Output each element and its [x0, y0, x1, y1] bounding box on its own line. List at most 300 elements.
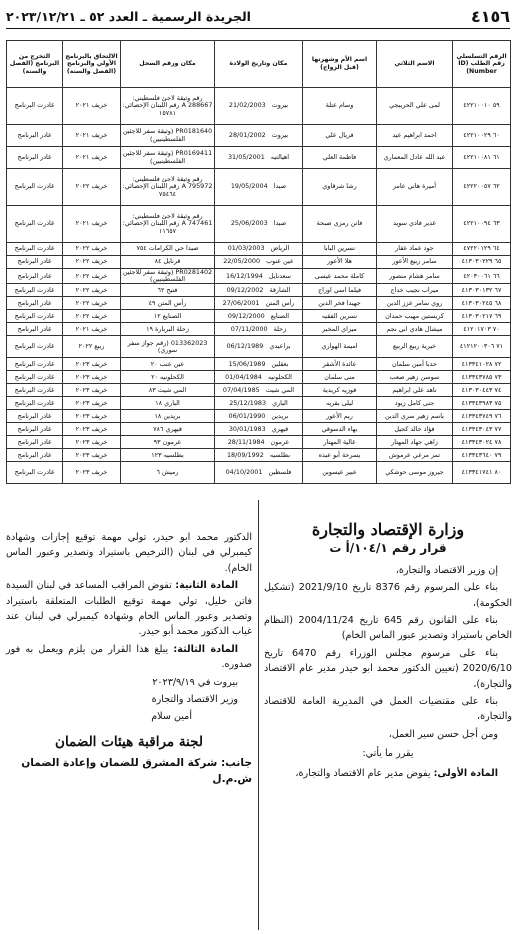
cell-id-number: ٤١٣٠٣٠٤٤٣: [461, 385, 493, 394]
table-row: [7, 358, 511, 371]
cell-birth: [215, 436, 303, 449]
cell-birth-place: رأس المتن: [265, 298, 295, 307]
cell-register: رميش ٦: [121, 462, 215, 484]
cell-graduate: غادرت البرنامج: [7, 384, 63, 397]
cell-id: [453, 284, 511, 297]
cell-graduate: غادر البرنامج: [7, 147, 63, 169]
decides-line: يقرر ما يأتي:: [362, 748, 414, 760]
table-row: [7, 397, 511, 410]
cell-name: لمى علي الحريبجي: [377, 88, 453, 125]
cell-birth-place: الكحلونيه: [267, 372, 292, 381]
cell-birth-date: 09/12/2000: [227, 311, 265, 320]
cell-id-number: ٤٢٢٢٠٠٥٧: [463, 182, 491, 191]
page-number: ٤١٥٦: [470, 6, 510, 26]
cell-birth: [215, 371, 303, 384]
cell-mother: كاملة محمد عيسى: [303, 269, 377, 284]
table-row: [7, 423, 511, 436]
cell-mother: بهاء الدسوقي: [303, 423, 377, 436]
cell-id-number: ٤١٣٣٤٣٦٤٠: [461, 450, 493, 459]
table-row: [7, 323, 511, 336]
cell-mother: منى سلمان: [303, 371, 377, 384]
cell-id-number: ٤١٣٣٤٣٠٢٤: [461, 437, 493, 446]
cell-name: سوسن زهير صعب: [377, 371, 453, 384]
cell-id-number: ٤١٢٠١٧٠٣: [463, 324, 491, 333]
cell-mother: ريم الأعور: [303, 410, 377, 423]
article-1-label: المادة الأولى:: [433, 767, 498, 779]
cell-id: [453, 371, 511, 384]
cell-enroll: خريف ٢٠٢٣: [63, 436, 121, 449]
cell-seq: ٦١: [492, 152, 500, 161]
cell-birth: [215, 206, 303, 243]
cell-id: [453, 323, 511, 336]
cell-enroll: خريف ٢٠٢٢: [63, 269, 121, 284]
cell-name: روي سامر عزز الدين: [377, 297, 453, 310]
cell-graduate: غادر البرنامج: [7, 410, 63, 423]
cell-birth-date: 06/01/1990: [228, 411, 266, 420]
article-3-text: يبلغ هذا القرار من يلزم ويعمل به فور صدوره.: [6, 643, 252, 671]
cell-id: [453, 88, 511, 125]
cell-seq: ٦٦: [492, 271, 500, 280]
cell-graduate: غادرت البرنامج: [7, 397, 63, 410]
cell-name: ناهد علي ابراهيم: [377, 384, 453, 397]
cell-birth: [215, 449, 303, 462]
cell-birth-place: بريدين: [271, 411, 289, 420]
table-row: [7, 336, 511, 358]
cell-enroll: خريف ٢٠٢٣: [63, 410, 121, 423]
cell-name: كريستين مهيب حمدان: [377, 310, 453, 323]
cell-name: احمد ابراهيم عيد: [377, 125, 453, 147]
cell-mother: ميراي المخبر: [303, 323, 377, 336]
cell-enroll: خريف ٢٠٢٢: [63, 310, 121, 323]
article-1: [264, 766, 512, 781]
cell-register: المي شيت ٨٣: [121, 384, 215, 397]
cell-mother: عائدة الأشقر: [303, 358, 377, 371]
cell-seq: ٧٢: [494, 359, 502, 368]
cell-enroll: خريف ٢٠٢٢: [63, 256, 121, 269]
cell-birth: [215, 125, 303, 147]
table-row: [7, 125, 511, 147]
cell-seq: ٧١: [496, 342, 504, 351]
cell-seq: ٧٤: [494, 385, 502, 394]
cell-birth-date: 15/06/1989: [228, 359, 266, 368]
column-divider: [258, 500, 259, 930]
cell-birth: [215, 169, 303, 206]
cell-mother: فيلما اسي اوراج: [303, 284, 377, 297]
place-date: بيروت في ٢٠٢٣/٩/١٩: [152, 676, 238, 688]
cell-enroll: خريف ٢٠٢٣: [63, 384, 121, 397]
cell-graduate: غادرت البرنامج: [7, 336, 63, 358]
cell-seq: ٦٢: [492, 182, 500, 191]
cell-name: حدبا أمين سلمان: [377, 358, 453, 371]
cell-seq: ٧٠: [492, 324, 500, 333]
cell-id-number: ٤١٣٠٣٠١٣٢: [461, 285, 493, 294]
table-row: [7, 256, 511, 269]
cell-register: رقم وثيقة لاجئ فلسطيني: 747461 A رقم اللبنان الإحصائي: ١١٦٥٧: [121, 206, 215, 243]
cell-enroll: خريف ٢٠٢٢: [63, 284, 121, 297]
cell-id: [453, 449, 511, 462]
cell-register: الكحلونيه ٢٠: [121, 371, 215, 384]
cell-id-number: ٤٢٢١٠٠٢٩: [463, 130, 491, 139]
cell-birth-place: براعيدي: [269, 342, 291, 351]
cell-id-number: ٤١٣٠٣٠٢١٧: [461, 311, 493, 320]
cell-seq: ٨٠: [494, 468, 502, 477]
table-header-row: [7, 41, 511, 88]
cell-register: PR0281402 (وثيقة سفر للاجئين الفلسطينيين): [121, 269, 215, 284]
cell-id-number: ٤٢٢١٠٠٩٤: [463, 219, 491, 228]
cell-register: الصنايع ١٢: [121, 310, 215, 323]
cell-name: جود عماد عقار: [377, 243, 453, 256]
cell-graduate: غادرت البرنامج: [7, 358, 63, 371]
cell-birth-date: 04/10/2001: [225, 468, 263, 477]
cell-birth-date: 27/06/2001: [222, 298, 260, 307]
cell-enroll: خريف ٢٠٢١: [63, 88, 121, 125]
cell-birth-date: 22/05/2000: [223, 257, 261, 266]
cell-birth-place: الشارقة: [269, 285, 291, 294]
cell-enroll: خريف ٢٠٢١: [63, 125, 121, 147]
cell-name: فؤاد خالد كحيل: [377, 423, 453, 436]
cell-name: عبد الله عادل المعماري: [377, 147, 453, 169]
cell-enroll: خريف ٢٠٢٣: [63, 423, 121, 436]
cell-id: [453, 310, 511, 323]
continuation-column: [6, 530, 252, 787]
cell-seq: ٧٥: [494, 398, 502, 407]
cell-id-number: ٤١٣٣٤٣٩٨٣: [461, 398, 493, 407]
table-row: [7, 269, 511, 284]
cell-mother: رشا شرقاوي: [303, 169, 377, 206]
cell-id: [453, 462, 511, 484]
cell-birth: [215, 147, 303, 169]
cell-enroll: خريف ٢٠٢٢: [63, 243, 121, 256]
cell-graduate: غادر البرنامج: [7, 256, 63, 269]
cell-birth-place: الرياض: [270, 244, 290, 253]
table-row: [7, 371, 511, 384]
cell-enroll: خريف ٢٠٢١: [63, 323, 121, 336]
cell-enroll: خريف ٢٠٢٣: [63, 358, 121, 371]
cell-birth-date: 06/12/1989: [226, 342, 264, 351]
cell-id: [453, 423, 511, 436]
committee-party-suffix: ش.م.ل: [212, 772, 252, 785]
table-row: [7, 147, 511, 169]
table-row: [7, 449, 511, 462]
cell-mother: ليلى بقريه: [303, 397, 377, 410]
cell-name: خيرية ربيع الربيع: [377, 336, 453, 358]
table-row: [7, 310, 511, 323]
cell-seq: ٦٨: [494, 298, 502, 307]
cell-seq: ٦٧: [494, 285, 502, 294]
cell-seq: ٧٩: [494, 450, 502, 459]
decision-intro: إن وزير الاقتصاد والتجارة،: [395, 564, 498, 576]
article-3-label: المادة الثالثة:: [173, 643, 238, 655]
table-row: [7, 384, 511, 397]
table-row: [7, 206, 511, 243]
table-row: [7, 436, 511, 449]
table-row: [7, 243, 511, 256]
cell-birth: [215, 423, 303, 436]
cell-mother: فاتن رمزي صبحة: [303, 206, 377, 243]
cell-id-number: ٤٢٢١٠٠٨١: [463, 152, 491, 161]
col-header-enroll: الالتحاق بالبرنامج الأولي والبرنامج (الفصل والسنة): [63, 41, 121, 88]
cell-birth: [215, 323, 303, 336]
cell-register: رأس المتن ٤٩: [121, 297, 215, 310]
decision-column: [264, 522, 512, 783]
table-body: [7, 88, 511, 484]
cell-register: 013362023 (رقم جواز سفر سوري): [121, 336, 215, 358]
cell-birth: [215, 243, 303, 256]
cell-enroll: ربيع ٢٠٢٢: [63, 336, 121, 358]
cell-birth-place: اهيالتيه: [270, 152, 290, 161]
cell-birth-place: عين عنوب: [266, 257, 294, 266]
cell-birth-place: عرمون: [270, 437, 290, 446]
cell-mother: اميمة الهواري: [303, 336, 377, 358]
cell-graduate: غادر البرنامج: [7, 323, 63, 336]
cell-birth: [215, 336, 303, 358]
cell-enroll: خريف ٢٠٢٣: [63, 449, 121, 462]
page-header: [6, 4, 510, 29]
cell-register: الباري ١٨: [121, 397, 215, 410]
cell-name: جيروز موسى حوشكي: [377, 462, 453, 484]
cell-enroll: خريف ٢٠٢٣: [63, 397, 121, 410]
cell-name: تمر مرعي عرموش: [377, 449, 453, 462]
cell-birth-date: 07/11/2000: [230, 324, 268, 333]
cell-graduate: غادرت البرنامج: [7, 284, 63, 297]
col-header-birth: مكان وتاريخ الولادة: [215, 41, 303, 88]
cell-birth-place: قيهري: [271, 424, 289, 433]
cell-name: سامر هشام منصور: [377, 269, 453, 284]
cell-seq: ٧٦: [494, 411, 502, 420]
cell-name: سامر ربيع الأعور: [377, 256, 453, 269]
cell-birth-place: بيروت: [271, 130, 289, 139]
cell-register: صيدا حي الكرامات ٧٥٤: [121, 243, 215, 256]
article-2-text: تفوض المراقب المساعد في لبنان السيدة فاتن خليل، تولي مهمة توقيع الطلبات المتعلقة باستيراد وتصدير وعبور الماس الخام وشهادة كيمبرلي في لبنان عند غياب الدكتور محمد أبو حيدر.: [6, 580, 252, 638]
cell-birth-date: 01/03/2003: [227, 244, 265, 253]
article-1-continued: الدكتور محمد ابو حيدر، تولي مهمة توقيع إجازات وشهادة كيمبرلي في لبنان (الترخيص باستيراد وتصدير وعبور الماس الخام).: [6, 532, 252, 574]
cell-mother: فريال علي: [303, 125, 377, 147]
cell-register: PR0181640 (وثيقة سفر للاجئين الفلسطينيين): [121, 125, 215, 147]
col-header-register: مكان ورقم السجل: [121, 41, 215, 88]
cell-graduate: غادر البرنامج: [7, 449, 63, 462]
cell-graduate: غادر البرنامج: [7, 436, 63, 449]
registry-table-wrap: [6, 40, 510, 494]
cell-id: [453, 169, 511, 206]
cell-register: رقم وثيقة لاجئ فلسطيني: 288667 A رقم اللبنان الإحصائي: ١٥٧٨١: [121, 88, 215, 125]
cell-graduate: غادرت البرنامج: [7, 169, 63, 206]
cell-birth: [215, 310, 303, 323]
committee-party: جانب: شركة المشرق للضمان وإعادة الضمان: [21, 757, 252, 770]
cell-id-number: ٤١٣٣٤٣٠٤٣: [461, 424, 493, 433]
cell-register: عرمون ٩٣: [121, 436, 215, 449]
signer-name: أمين سلام: [151, 711, 192, 723]
cell-register: فتيح ٦٢: [121, 284, 215, 297]
cell-register: بطلسيه ١٢٣: [121, 449, 215, 462]
col-header-name: الاسم الثلاثي: [377, 41, 453, 88]
cell-birth-date: 25/12/1983: [229, 398, 267, 407]
cell-mother: عبير عيسوين: [303, 462, 377, 484]
cell-mother: فاطمة العلي: [303, 147, 377, 169]
cell-id-number: ٤١٣٠٣٠٢٢٩: [461, 257, 493, 266]
cell-birth-place: سعدنايل: [268, 271, 291, 280]
cell-birth-date: 01/04/1984: [225, 372, 262, 381]
cell-id-number: ٤٢٢١٠٠١٠: [463, 101, 491, 110]
cell-name: جنى كامل زيود: [377, 397, 453, 410]
cell-name: زاهي جهاد المهتار: [377, 436, 453, 449]
col-header-mother: اسم الأم وشهرتها (قبل الزواج): [303, 41, 377, 88]
cell-birth-place: بعقلين: [271, 359, 289, 368]
cell-seq: ٦٤: [492, 244, 500, 253]
cell-birth-place: زحلة: [273, 324, 287, 333]
cell-register: رقم وثيقة لاجئ فلسطيني: 795972 A رقم اللبنان الإحصائي: ٧٥٤٦٤: [121, 169, 215, 206]
cell-birth-date: 09/12/2002: [226, 285, 264, 294]
committee-title: لجنة مراقبة هيئات الضمان: [55, 733, 203, 750]
cell-birth-place: الباري: [272, 398, 288, 407]
cell-id: [453, 243, 511, 256]
cell-birth: [215, 256, 303, 269]
decision-paragraph-1: بناء على المرسوم رقم 8376 تاريخ 2021/9/10 (تشكيل الحكومة)،: [264, 582, 512, 609]
cell-register: بريدين ١٨: [121, 410, 215, 423]
cell-seq: ٦٠: [492, 130, 500, 139]
cell-graduate: غادر البرنامج: [7, 297, 63, 310]
cell-id: [453, 384, 511, 397]
decision-number: قرار رقم ١٠٤/١/أ ت: [329, 541, 447, 556]
cell-birth-date: 28/11/1984: [227, 437, 265, 446]
cell-birth-date: 31/05/2001: [227, 152, 265, 161]
cell-seq: ٥٩: [492, 101, 500, 110]
cell-birth: [215, 297, 303, 310]
cell-register: قرنايل ٨٤: [121, 256, 215, 269]
article-2: [6, 578, 252, 640]
cell-mother: هلا الأعور: [303, 256, 377, 269]
cell-graduate: غادر البرنامج: [7, 269, 63, 284]
cell-seq: ٦٣: [492, 219, 500, 228]
cell-id-number: ٤١٣٣٤١٧٤١: [461, 468, 493, 477]
decision-paragraph-5: ومن أجل حسن سير العمل،: [388, 728, 498, 740]
cell-id: [453, 336, 511, 358]
cell-id: [453, 125, 511, 147]
table-row: [7, 297, 511, 310]
signer-title: وزير الاقتصاد والتجارة: [151, 694, 238, 706]
cell-birth-date: 16/12/1994: [226, 271, 263, 280]
cell-graduate: غادرت البرنامج: [7, 462, 63, 484]
cell-name: أميرة هاني عامر: [377, 169, 453, 206]
cell-birth: [215, 397, 303, 410]
gazette-title: الجريدة الرسمية ـ العدد ٥٢ ـ ٢٠٢٣/١٢/٢١: [6, 8, 251, 24]
cell-birth: [215, 462, 303, 484]
col-header-id: الرقم التسلسلي رقم الطلب (ID Number): [453, 41, 511, 88]
cell-graduate: غادرت البرنامج: [7, 310, 63, 323]
cell-birth-date: 30/01/1983: [228, 424, 266, 433]
cell-birth-date: 07/04/1985: [222, 385, 260, 394]
cell-graduate: غادرت البرنامج: [7, 371, 63, 384]
cell-birth-date: 21/02/2003: [228, 101, 266, 110]
col-header-graduate: التخرج من البرنامج (الفصل والسنة): [7, 41, 63, 88]
table-row: [7, 284, 511, 297]
cell-birth: [215, 284, 303, 297]
cell-id: [453, 256, 511, 269]
cell-graduate: غادر البرنامج: [7, 423, 63, 436]
cell-register: PR0169411 (وثيقة سفر للاجئين الفلسطينيين): [121, 147, 215, 169]
decision-paragraph-2: بناء على القانون رقم 645 تاريخ 2004/11/24 (النظام الخاص باستيراد وتصدير عبور الماس الخام): [264, 615, 512, 642]
cell-id: [453, 358, 511, 371]
cell-mother: جهيدا فخر الدين: [303, 297, 377, 310]
cell-register: عين عنب ٢٠: [121, 358, 215, 371]
cell-graduate: غادرت البرنامج: [7, 88, 63, 125]
cell-birth-date: 19/05/2004: [230, 182, 268, 191]
table-row: [7, 88, 511, 125]
cell-id-number: ٤١٣٣٤٣٧٨٥: [461, 372, 493, 381]
cell-id-number: ٤١٢١٢٠٠٣٠٦: [459, 342, 495, 351]
cell-id: [453, 410, 511, 423]
cell-seq: ٦٥: [494, 257, 502, 266]
cell-birth: [215, 410, 303, 423]
cell-mother: نسرين الفقيه: [303, 310, 377, 323]
ministry-title: وزارة الإقتصاد والتجارة: [311, 520, 465, 539]
cell-id: [453, 436, 511, 449]
table-row: [7, 462, 511, 484]
cell-seq: ٧٣: [494, 372, 502, 381]
cell-mother: وسام عتلة: [303, 88, 377, 125]
cell-mother: نسرين البابا: [303, 243, 377, 256]
cell-mother: غالية المهتار: [303, 436, 377, 449]
cell-mother: يسرحة أبو عيده: [303, 449, 377, 462]
cell-name: ميشال هادي ابي نجم: [377, 323, 453, 336]
cell-id: [453, 147, 511, 169]
cell-birth-place: فلسطين: [268, 468, 292, 477]
cell-id: [453, 206, 511, 243]
cell-id: [453, 269, 511, 284]
cell-birth-place: المي شيت: [265, 385, 295, 394]
cell-birth-date: 25/06/2003: [230, 219, 268, 228]
cell-mother: فوزيه كريدية: [303, 384, 377, 397]
cell-birth-place: بطلسيه: [269, 450, 291, 459]
cell-enroll: خريف ٢٠٢٢: [63, 297, 121, 310]
decision-paragraph-3: بناء على مرسوم مجلس الوزراء رقم 6470 تاريخ 2020/6/10 (تعيين الدكتور محمد ابو حيدر مدير عام الاقتصاد والتجارة)،: [264, 647, 512, 690]
decision-paragraph-4: بناء على مقتضيات العمل في المديرية العامة للاقتصاد والتجارة،: [264, 696, 512, 723]
cell-enroll: خريف ٢٠٢١: [63, 206, 121, 243]
cell-birth-date: 28/01/2002: [228, 130, 266, 139]
article-1-text: يفوض مدير عام الاقتصاد والتجارة،: [295, 767, 431, 779]
cell-id-number: ٤١٣٣٤٣٧٤٩: [461, 411, 493, 420]
cell-birth-place: الصنايع: [270, 311, 290, 320]
cell-graduate: غادر البرنامج: [7, 125, 63, 147]
cell-birth-place: صيدا: [273, 182, 287, 191]
cell-birth-place: بيروت: [271, 101, 289, 110]
cell-birth: [215, 384, 303, 397]
article-2-label: المادة الثانية:: [175, 580, 239, 592]
cell-name: غدير فادي سويد: [377, 206, 453, 243]
registry-table: [6, 40, 511, 484]
cell-id-number: ٤١٣٣٤١٠٢٨: [461, 359, 493, 368]
cell-graduate: غادرت البرنامج: [7, 206, 63, 243]
cell-seq: ٧٨: [494, 437, 502, 446]
cell-register: زحلة البربارة ١٩: [121, 323, 215, 336]
cell-enroll: خريف ٢٠٢١: [63, 147, 121, 169]
cell-birth: [215, 269, 303, 284]
cell-id-number: ٤٧٢٢٠١٢٩: [463, 244, 491, 253]
cell-id: [453, 297, 511, 310]
table-row: [7, 410, 511, 423]
cell-enroll: خريف ٢٠٢٣: [63, 371, 121, 384]
cell-birth-place: صيدا: [273, 219, 287, 228]
cell-enroll: خريف ٢٠٢٢: [63, 169, 121, 206]
table-row: [7, 169, 511, 206]
cell-name: ميراب نجيب خداج: [377, 284, 453, 297]
article-3: [6, 642, 252, 673]
cell-birth-date: 18/09/1992: [226, 450, 264, 459]
cell-graduate: غادرت البرنامج: [7, 243, 63, 256]
cell-register: قيهري ٧٨٦: [121, 423, 215, 436]
cell-seq: ٧٧: [494, 424, 502, 433]
cell-id-number: ٤٢٠٣٠٠٦١: [463, 271, 491, 280]
cell-id-number: ٤١٣٠٣٠٢٤٥: [461, 298, 493, 307]
